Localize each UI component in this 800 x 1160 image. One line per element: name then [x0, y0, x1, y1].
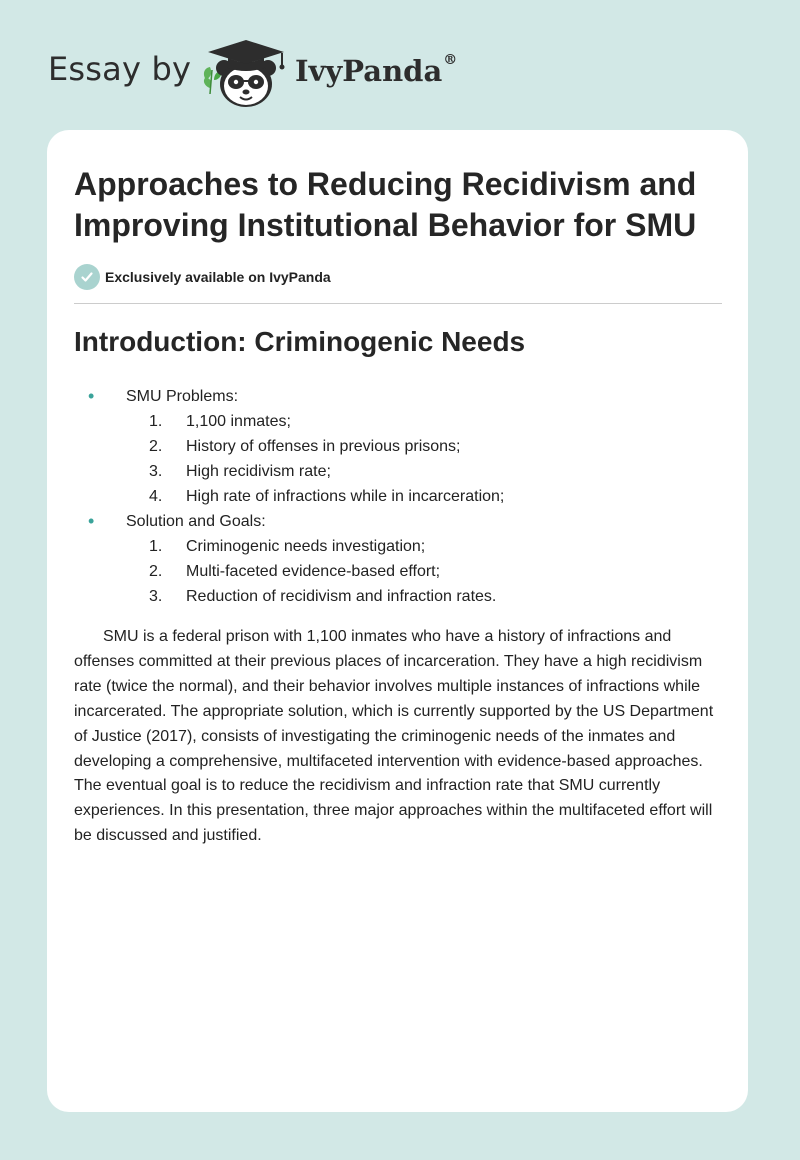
brand-name-text: IvyPanda [295, 54, 443, 88]
exclusive-badge [74, 264, 331, 290]
divider [74, 303, 722, 304]
sub-item-number: 1. [149, 413, 163, 430]
section-heading: Introduction: Criminogenic Needs [74, 326, 526, 357]
sub-list-item [74, 584, 714, 609]
list-item-label: SMU Problems: [126, 388, 239, 405]
list-item [74, 384, 714, 409]
sub-item-text: High rate of infractions while in incarceration; [186, 488, 505, 505]
sub-item-number: 3. [149, 463, 163, 480]
sub-list-item [74, 534, 714, 559]
sub-item-number: 2. [149, 438, 163, 455]
sub-item-text: Multi-faceted evidence-based effort; [186, 563, 441, 580]
sub-item-number: 4. [149, 488, 163, 505]
sub-item-number: 1. [149, 538, 163, 555]
list-item [74, 509, 714, 534]
site-header [48, 34, 648, 110]
sub-list-item [74, 459, 714, 484]
content-card [47, 130, 748, 1112]
brand-name[interactable] [295, 54, 457, 88]
badge-text: Exclusively available on IvyPanda [105, 269, 331, 285]
outline-list [74, 384, 714, 609]
panda-graduate-icon[interactable] [200, 34, 292, 110]
sub-list-item [74, 484, 714, 509]
sub-item-text: High recidivism rate; [186, 463, 331, 480]
sub-item-text: History of offenses in previous prisons; [186, 438, 461, 455]
body-paragraph: SMU is a federal prison with 1,100 inmates who have a history of infractions and offenses committed at their previous places of incarceration. They have a high recidivism rate (twice the normal), and their behavior involves multiple instances of infractions while incarcerated. The appropriate solution, which is currently supported by the US Department of Justice (2017), consists of investigating the criminogenic needs of the inmates and developing a comprehensive, multifaceted intervention with evidence-based approaches. The eventual goal is to reduce the recidivism and infraction rate that SMU currently experiences. In this presentation, three major approaches within the multifaceted effort will be discussed and justified. [74, 628, 714, 845]
sub-item-text: Criminogenic needs investigation; [186, 538, 426, 555]
page-title: Approaches to Reducing Recidivism and Improving Institutional Behavior for SMU [74, 166, 697, 243]
sub-item-number: 2. [149, 563, 163, 580]
bullet-dot-icon: • [88, 386, 95, 406]
sub-item-text: 1,100 inmates; [186, 413, 291, 430]
registered-mark: ® [443, 52, 458, 68]
sub-list-item [74, 409, 714, 434]
brand-prefix: Essay by [48, 50, 192, 88]
check-circle-icon [74, 264, 100, 290]
sub-list-item [74, 559, 714, 584]
sub-list-item [74, 434, 714, 459]
list-item-label: Solution and Goals: [126, 513, 266, 530]
sub-item-text: Reduction of recidivism and infraction rates. [186, 588, 497, 605]
bullet-dot-icon: • [88, 511, 95, 531]
sub-item-number: 3. [149, 588, 163, 605]
